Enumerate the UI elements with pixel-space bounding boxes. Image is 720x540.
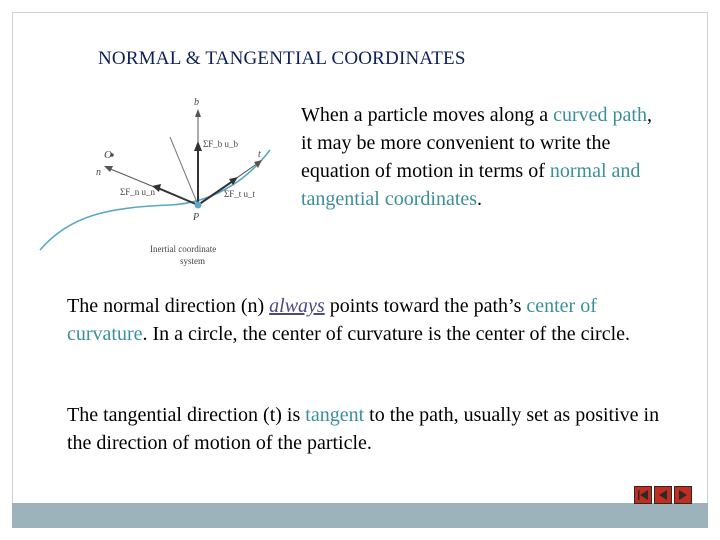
tangential-direction-paragraph <box>67 401 677 457</box>
highlight-curved-path: curved path <box>553 104 647 126</box>
coordinate-diagram <box>30 95 280 275</box>
text: to the path, usually set as positive in the direction of motion of the particle. <box>67 404 660 454</box>
highlight-center-of-curvature: center of curvature <box>67 295 597 345</box>
caption-line2: system <box>180 256 206 266</box>
label-b: b <box>194 97 199 108</box>
text: When a particle moves along a <box>301 104 554 126</box>
first-icon <box>636 488 650 502</box>
label-t: t <box>258 149 261 160</box>
curved-path <box>40 150 270 250</box>
always-link[interactable]: always <box>269 295 325 317</box>
text: . <box>477 188 483 210</box>
label-force-n: ΣF_n u_n <box>120 187 155 197</box>
previous-slide-button[interactable] <box>654 486 672 504</box>
text: , it may be more convenient to write the equation of motion in terms of <box>301 104 652 182</box>
b-axis-arrow <box>195 109 201 117</box>
text: The normal direction (n) <box>67 295 270 317</box>
label-force-t: ΣF_t u_t <box>224 189 255 199</box>
label-n: n <box>96 167 101 178</box>
normal-direction-paragraph <box>67 292 677 348</box>
highlight-normal-tangential: normal and tangential coordinates <box>301 160 641 210</box>
text: . In a circle, the center of curvature is the center of the circle. <box>142 323 631 345</box>
text: points toward the path’s <box>324 295 527 317</box>
particle-point <box>195 202 202 209</box>
prev-icon <box>656 488 670 502</box>
first-slide-button[interactable] <box>634 486 652 504</box>
slide-navigation <box>634 486 692 504</box>
bottom-bar <box>12 503 708 528</box>
highlight-tangent: tangent <box>305 404 365 426</box>
label-P: P <box>193 212 200 223</box>
text: The tangential direction (t) is <box>67 404 306 426</box>
intro-paragraph <box>301 101 661 213</box>
next-icon <box>676 488 690 502</box>
label-force-b: ΣF_b u_b <box>203 139 238 149</box>
slide-title: NORMAL & TANGENTIAL COORDINATES <box>98 48 466 69</box>
caption-line1: Inertial coordinate <box>150 244 217 254</box>
next-slide-button[interactable] <box>674 486 692 504</box>
force-b-arrow <box>194 141 202 151</box>
label-O: O <box>104 149 112 161</box>
